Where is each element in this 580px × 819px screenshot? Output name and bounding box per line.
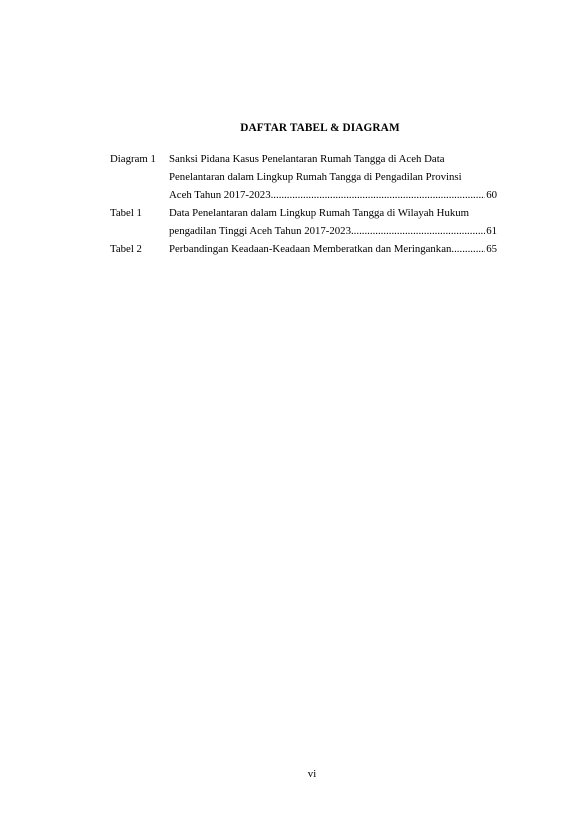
entry-title-line: Aceh Tahun 2017-2023 [169, 189, 271, 201]
entry-body [169, 204, 497, 240]
entry-label: Tabel 2 [110, 243, 142, 255]
entry-title-last-line [169, 222, 497, 240]
page-number-footer: vi [307, 768, 317, 780]
entry-page-number: 61 [486, 225, 497, 237]
entry-title-line: Data Penelantaran dalam Lingkup Rumah Tangga di Wilayah Hukum [169, 207, 470, 219]
entry-title-line: Sanksi Pidana Kasus Penelantaran Rumah Tangga di Aceh Data [169, 153, 445, 165]
list-item-diagram-1[interactable] [110, 150, 497, 204]
entry-title-line: pengadilan Tinggi Aceh Tahun 2017-2023 [169, 225, 351, 237]
entry-title-last-line [169, 240, 497, 258]
entry-title-last-line [169, 186, 497, 204]
entry-body [169, 240, 497, 258]
entry-page-number: 65 [486, 243, 497, 255]
page-title: DAFTAR TABEL & DIAGRAM [240, 122, 400, 134]
dot-leader [351, 222, 485, 240]
entry-body [169, 150, 497, 204]
entry-title-line: Penelantaran dalam Lingkup Rumah Tangga di Pengadilan Provinsi [169, 171, 462, 183]
entry-label: Tabel 1 [110, 207, 142, 219]
table-of-figures-list [110, 150, 497, 258]
entry-page-number: 60 [486, 189, 497, 201]
dot-leader [271, 186, 486, 204]
list-item-tabel-1[interactable] [110, 204, 497, 240]
list-item-tabel-2[interactable] [110, 240, 497, 258]
entry-title-line: Perbandingan Keadaan-Keadaan Memberatkan dan Meringankan [169, 243, 452, 255]
entry-label: Diagram 1 [110, 153, 156, 165]
dot-leader [451, 240, 485, 258]
